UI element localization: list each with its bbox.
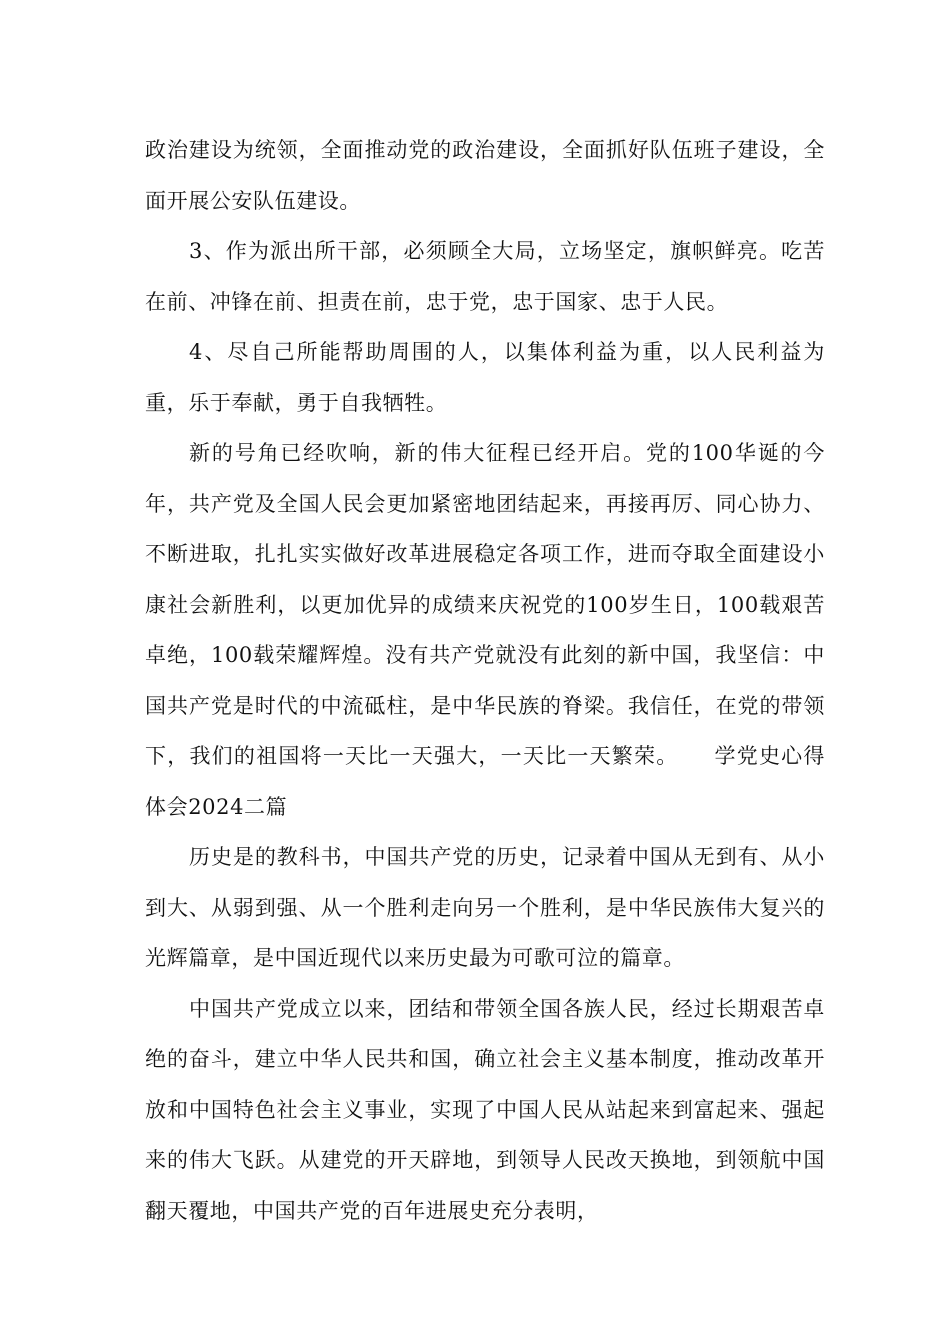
paragraph-1-text: 政治建设为统领，全面推动党的政治建设，全面抓好队伍班子建设，全面开展公安队伍建设。: [145, 138, 825, 213]
paragraph-6-text: 中国共产党成立以来，团结和带领全国各族人民，经过长期艰苦卓绝的奋斗，建立中华人民共和国，确立社会主义基本制度，推动改革开放和中国特色社会主义事业，实现了中国人民从站起来到富起来、强起来的伟大飞跃。从建党的开天辟地，到领导人民改天换地，到领航中国翻天覆地，中国共产党的百年进展史充分表明，: [145, 996, 825, 1223]
paragraph-4: [145, 428, 825, 832]
document-body: [145, 125, 825, 1236]
paragraph-2-text: 3、作为派出所干部，必须顾全大局，立场坚定，旗帜鲜亮。吃苦在前、冲锋在前、担责在前，忠于党，忠于国家、忠于人民。: [145, 239, 825, 314]
section-heading-inline: 学党史心得体会2024二篇: [145, 744, 825, 819]
paragraph-4-text: 新的号角已经吹响，新的伟大征程已经开启。党的100华诞的今年，共产党及全国人民会更加紧密地团结起来，再接再厉、同心协力、不断进取，扎扎实实做好改革进展稳定各项工作，进而夺取全面建设小康社会新胜利，以更加优异的成绩来庆祝党的100岁生日，100载艰苦卓绝，100载荣耀辉煌。没有共产党就没有此刻的新中国，我坚信：中国共产党是时代的中流砥柱，是中华民族的脊梁。我信任，在党的带领下，我们的祖国将一天比一天强大，一天比一天繁荣。: [145, 441, 825, 768]
paragraph-1: [145, 125, 825, 226]
paragraph-2: [145, 226, 825, 327]
paragraph-5: [145, 832, 825, 984]
paragraph-3-text: 4、尽自己所能帮助周围的人，以集体利益为重，以人民利益为重，乐于奉献，勇于自我牺牲。: [145, 340, 825, 415]
paragraph-3: [145, 327, 825, 428]
paragraph-5-text: 历史是的教科书，中国共产党的历史，记录着中国从无到有、从小到大、从弱到强、从一个胜利走向另一个胜利，是中华民族伟大复兴的光辉篇章，是中国近现代以来历史最为可歌可泣的篇章。: [145, 845, 825, 970]
paragraph-6: [145, 984, 825, 1237]
